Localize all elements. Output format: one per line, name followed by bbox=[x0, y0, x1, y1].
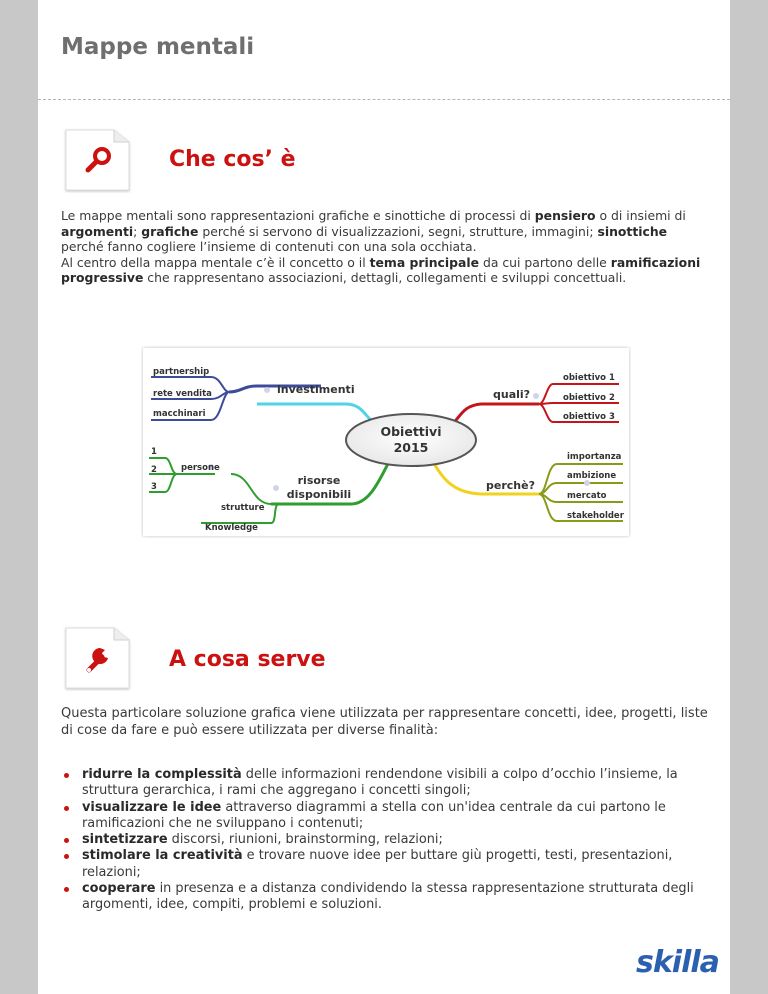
mm-label-investimenti: investimenti bbox=[277, 383, 355, 396]
mm-label-2: 2 bbox=[151, 465, 157, 475]
mm-label-stakeholder: stakeholder bbox=[567, 511, 624, 521]
definition-paragraph: Le mappe mentali sono rappresentazioni grafiche e sinottiche di processi di pensiero o di insiemi di argomenti; grafiche perché si servono di visualizzazioni, segni, strutture, immagini; sinottiche perché fanno cogliere l’insieme di contenuti con una sola occhiata. Al centro della mappa mentale c’è il concetto o il tema principale da cui partono delle ramificazioni progressive che rappresentano associazioni, dettagli, collegamenti e sviluppi concettuali. bbox=[61, 208, 701, 285]
mm-label-perche: perchè? bbox=[486, 479, 535, 492]
skilla-logo: skilla bbox=[636, 945, 719, 980]
mm-label-rete-vendita: rete vendita bbox=[153, 389, 212, 399]
magnifier-icon bbox=[62, 127, 132, 193]
mm-label-importanza: importanza bbox=[567, 452, 622, 462]
divider bbox=[38, 99, 730, 100]
bullet-dot-icon bbox=[64, 773, 69, 778]
mm-center-title: Obiettivi bbox=[380, 424, 442, 439]
section-title-che-cose: Che cos’ è bbox=[169, 147, 296, 172]
bullet-dot-icon bbox=[64, 806, 69, 811]
page bbox=[38, 0, 730, 994]
mind-map-diagram bbox=[141, 346, 631, 538]
list-item: cooperare in presenza e a distanza condividendo la stessa rappresentazione strutturata degli argomenti, idee, compiti, problemi e soluzioni. bbox=[61, 881, 711, 914]
mm-label-obiettivo-1: obiettivo 1 bbox=[563, 373, 615, 383]
mm-label-mercato: mercato bbox=[567, 491, 607, 501]
mm-center-year: 2015 bbox=[393, 440, 429, 455]
purpose-list bbox=[61, 767, 711, 914]
mm-label-disponibili: disponibili bbox=[286, 488, 352, 501]
purpose-intro: Questa particolare soluzione grafica viene utilizzata per rappresentare concetti, idee, progetti, liste di cose da fare e può essere utilizzata per diverse finalità: bbox=[61, 706, 708, 738]
mm-label-strutture: strutture bbox=[221, 503, 265, 513]
wrench-icon bbox=[62, 625, 132, 691]
list-item: visualizzare le idee attraverso diagrammi a stella con un'idea centrale da cui partono le ramificazioni che ne sviluppano i contenuti; bbox=[61, 800, 711, 833]
list-item: sintetizzare discorsi, riunioni, brainstorming, relazioni; bbox=[61, 832, 711, 848]
bullet-dot-icon bbox=[64, 854, 69, 859]
mm-label-macchinari: macchinari bbox=[153, 409, 206, 419]
mm-label-partnership: partnership bbox=[153, 367, 210, 377]
page-title: Mappe mentali bbox=[61, 34, 255, 60]
bullet-dot-icon bbox=[64, 838, 69, 843]
mm-label-ambizione: ambizione bbox=[567, 471, 617, 481]
mm-label-risorse: risorse bbox=[297, 474, 341, 487]
section-title-a-cosa-serve: A cosa serve bbox=[169, 647, 326, 672]
mm-label-persone: persone bbox=[181, 463, 220, 473]
mm-label-knowledge: Knowledge bbox=[205, 523, 258, 533]
bullet-dot-icon bbox=[64, 887, 69, 892]
mm-label-obiettivo-2: obiettivo 2 bbox=[563, 393, 615, 403]
mm-label-quali: quali? bbox=[493, 388, 531, 401]
mm-label-1: 1 bbox=[151, 447, 157, 457]
list-item: ridurre la complessità delle informazioni rendendone visibili a colpo d’occhio l’insieme, la struttura gerarchica, i rami che aggregano i concetti singoli; bbox=[61, 767, 711, 800]
mm-label-3: 3 bbox=[151, 482, 157, 492]
mm-label-obiettivo-3: obiettivo 3 bbox=[563, 412, 615, 422]
list-item: stimolare la creatività e trovare nuove idee per buttare giù progetti, testi, presentazioni, relazioni; bbox=[61, 848, 711, 881]
